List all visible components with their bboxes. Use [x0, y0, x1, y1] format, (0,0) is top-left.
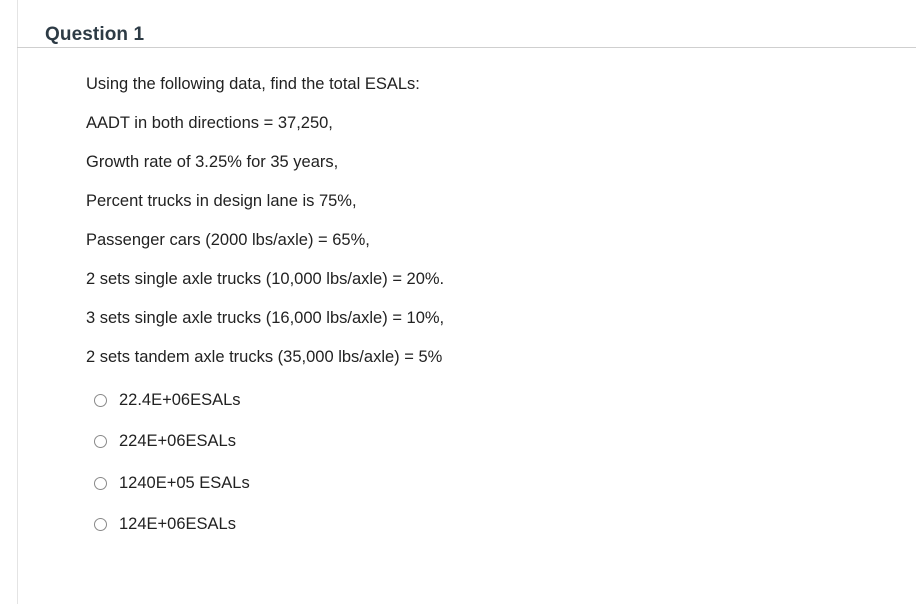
- radio-button[interactable]: [94, 518, 107, 531]
- radio-button[interactable]: [94, 435, 107, 448]
- answer-option-4[interactable]: [94, 514, 594, 536]
- answer-label: 124E+06ESALs: [119, 515, 236, 533]
- question-title: Question 1: [45, 24, 145, 45]
- radio-button[interactable]: [94, 477, 107, 490]
- question-text: [86, 73, 886, 385]
- radio-button[interactable]: [94, 394, 107, 407]
- question-header: [17, 22, 916, 48]
- data-line-single-axle-10000: 2 sets single axle trucks (10,000 lbs/axle) = 20%.: [86, 270, 445, 288]
- answer-label: 1240E+05 ESALs: [119, 473, 250, 492]
- answer-label: 22.4E+06ESALs: [119, 390, 241, 409]
- answer-options: [94, 389, 594, 555]
- data-line-percent-trucks: Percent trucks in design lane is 75%,: [86, 192, 357, 210]
- answer-option-3[interactable]: [94, 472, 594, 494]
- left-divider: [17, 0, 18, 604]
- data-line-aadt: AADT in both directions = 37,250,: [86, 114, 333, 132]
- data-line-single-axle-16000: 3 sets single axle trucks (16,000 lbs/axle) = 10%,: [86, 309, 445, 327]
- data-line-passenger-cars: Passenger cars (2000 lbs/axle) = 65%,: [86, 231, 370, 249]
- question-prompt: Using the following data, find the total ESALs:: [86, 75, 420, 93]
- answer-option-1[interactable]: [94, 389, 594, 411]
- answer-option-2[interactable]: [94, 431, 594, 453]
- data-line-growth-rate: Growth rate of 3.25% for 35 years,: [86, 153, 339, 171]
- data-line-tandem-axle: 2 sets tandem axle trucks (35,000 lbs/axle) = 5%: [86, 348, 443, 366]
- answer-label: 224E+06ESALs: [119, 432, 236, 450]
